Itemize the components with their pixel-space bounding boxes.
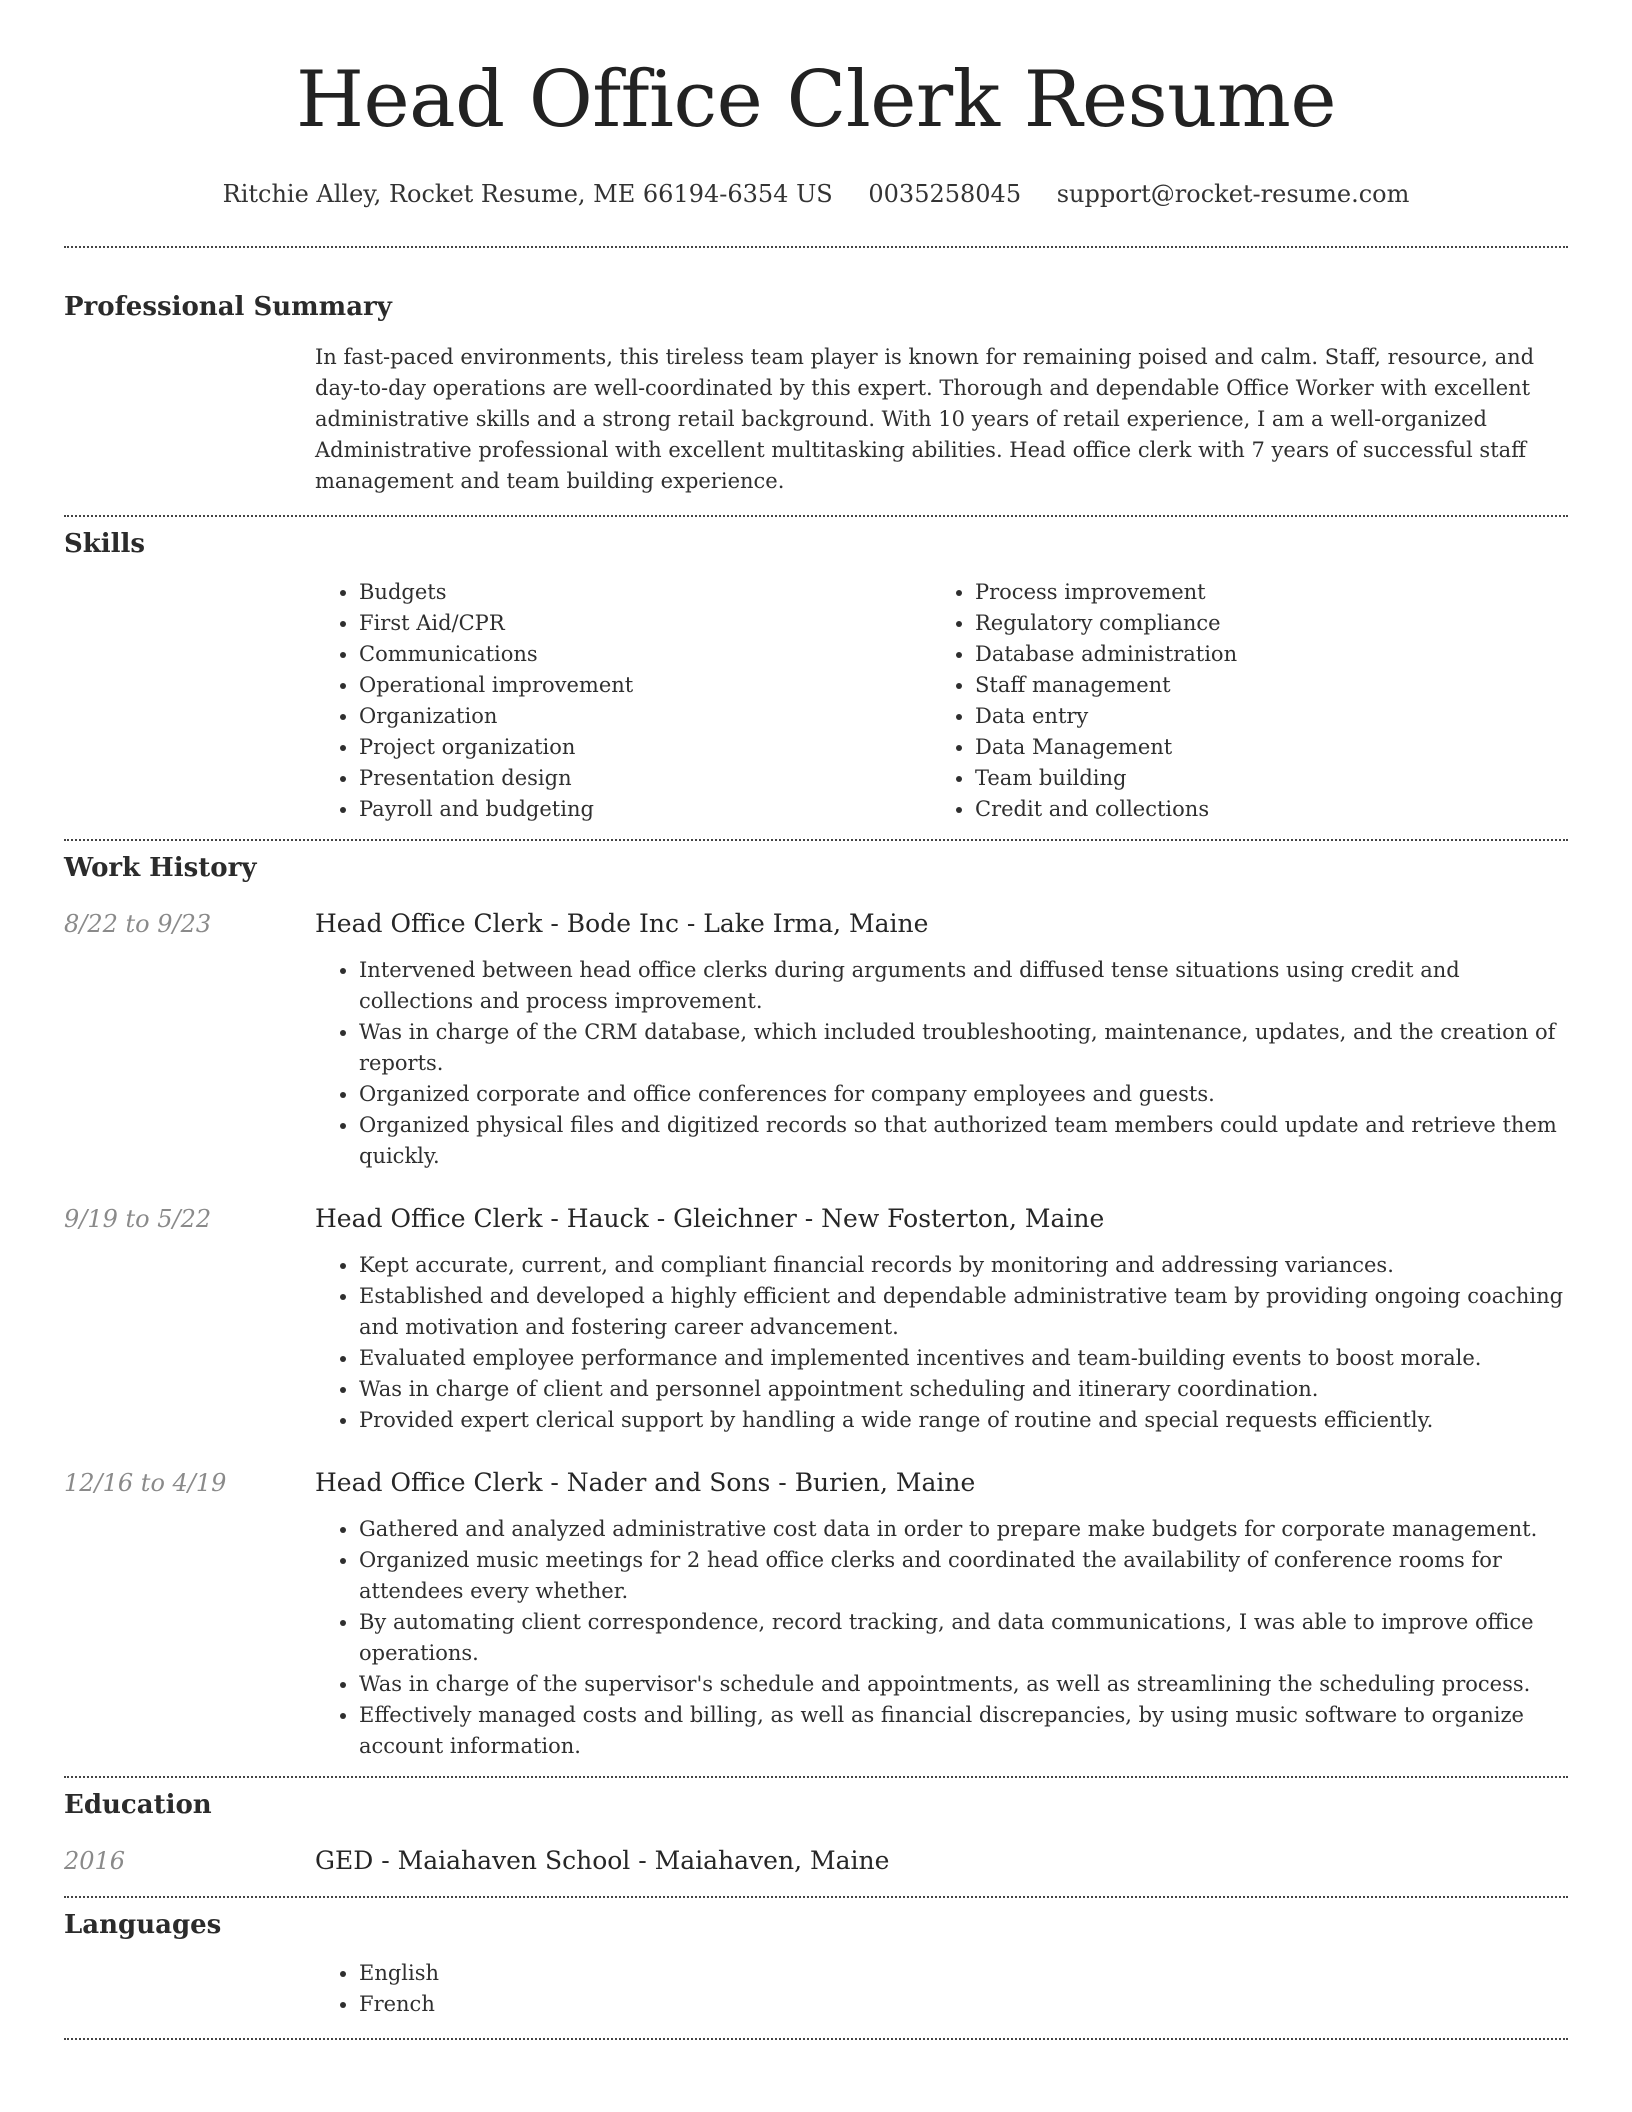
contact-line xyxy=(64,178,1568,210)
job-bullet: • Was in charge of the CRM database, which included troubleshooting, maintenance, updates, and the creation of reports. xyxy=(359,1017,1568,1079)
education-section xyxy=(64,1778,1568,1878)
job-bullets xyxy=(315,1250,1568,1436)
skills-list-right xyxy=(931,577,1568,825)
skills-section xyxy=(64,517,1568,825)
education-title: GED - Maiahaven School - Maiahaven, Maine xyxy=(315,1846,890,1875)
job-entry xyxy=(64,907,1568,1172)
skills-list-left xyxy=(315,577,931,825)
resume-title: Head Office Clerk Resume xyxy=(295,55,1337,145)
languages-section xyxy=(64,1898,1568,2020)
skill-item: • Data Management xyxy=(975,732,1568,763)
job-bullet: • Intervened between head office clerks during arguments and diffused tense situations using credit and collections and process improvement. xyxy=(359,955,1568,1017)
summary-section xyxy=(64,248,1568,497)
education-entry xyxy=(64,1844,1568,1878)
language-item: • French xyxy=(359,1989,1568,2020)
job-bullet: • Was in charge of the supervisor's schedule and appointments, as well as streamlining the scheduling process. xyxy=(359,1669,1568,1700)
job-title: Head Office Clerk - Bode Inc - Lake Irma, Maine xyxy=(315,909,929,938)
job-bullet: • Effectively managed costs and billing, as well as financial discrepancies, by using music software to organize account information. xyxy=(359,1700,1568,1762)
job-dates: 12/16 to 4/19 xyxy=(64,1469,227,1497)
languages-heading: Languages xyxy=(64,1910,222,1940)
job-bullet: • Organized music meetings for 2 head office clerks and coordinated the availability of conference rooms for attendees every whether. xyxy=(359,1545,1568,1607)
skill-item: • Budgets xyxy=(359,577,931,608)
job-bullet: • Kept accurate, current, and compliant financial records by monitoring and addressing variances. xyxy=(359,1250,1568,1281)
job-title: Head Office Clerk - Hauck - Gleichner - New Fosterton, Maine xyxy=(315,1204,1105,1233)
skill-item: • Operational improvement xyxy=(359,670,931,701)
skill-item: • First Aid/CPR xyxy=(359,608,931,639)
languages-list xyxy=(315,1958,1568,2020)
divider xyxy=(64,2038,1568,2040)
skills-heading: Skills xyxy=(64,529,146,559)
job-entry xyxy=(64,1466,1568,1762)
contact-phone: 0035258045 xyxy=(868,180,1022,208)
job-bullet: • Was in charge of client and personnel appointment scheduling and itinerary coordination. xyxy=(359,1374,1568,1405)
education-heading: Education xyxy=(64,1790,212,1820)
skill-item: • Project organization xyxy=(359,732,931,763)
skill-item: • Team building xyxy=(975,763,1568,794)
job-dates: 8/22 to 9/23 xyxy=(64,910,212,938)
summary-text: In fast-paced environments, this tireless team player is known for remaining poised and calm. Staff, resource, and day-to-day operations are well-coordinated by this expert. Thorough and dependable Office Worker with excellent administrative skills and a strong retail background. With 10 years of retail experience, I am a well-organized Administrative professional with excellent multitasking abilities. Head office clerk with 7 years of successful staff management and team building experience. xyxy=(315,345,1535,493)
skill-item: • Communications xyxy=(359,639,931,670)
summary-heading: Professional Summary xyxy=(64,292,392,322)
job-bullet: • Organized corporate and office conferences for company employees and guests. xyxy=(359,1079,1568,1110)
job-dates: 9/19 to 5/22 xyxy=(64,1205,212,1233)
skill-item: • Staff management xyxy=(975,670,1568,701)
contact-email: support@rocket-resume.com xyxy=(1056,180,1410,208)
job-bullet: • Provided expert clerical support by handling a wide range of routine and special requests efficiently. xyxy=(359,1405,1568,1436)
work-history-section xyxy=(64,841,1568,1762)
skill-item: • Database administration xyxy=(975,639,1568,670)
skill-item: • Presentation design xyxy=(359,763,931,794)
skill-item: • Organization xyxy=(359,701,931,732)
job-bullets xyxy=(315,1514,1568,1762)
skill-item: • Payroll and budgeting xyxy=(359,794,931,825)
job-title: Head Office Clerk - Nader and Sons - Burien, Maine xyxy=(315,1468,976,1497)
job-bullet: • Gathered and analyzed administrative cost data in order to prepare make budgets for corporate management. xyxy=(359,1514,1568,1545)
education-year: 2016 xyxy=(64,1847,126,1875)
job-bullet: • Established and developed a highly efficient and dependable administrative team by providing ongoing coaching and motivation and fostering career advancement. xyxy=(359,1281,1568,1343)
job-bullet: • Evaluated employee performance and implemented incentives and team-building events to boost morale. xyxy=(359,1343,1568,1374)
contact-address: Ritchie Alley, Rocket Resume, ME 66194-6354 US xyxy=(222,180,833,208)
work-history-heading: Work History xyxy=(64,853,257,883)
job-bullet: • By automating client correspondence, record tracking, and data communications, I was able to improve office operations. xyxy=(359,1607,1568,1669)
skill-item: • Credit and collections xyxy=(975,794,1568,825)
job-bullet: • Organized physical files and digitized records so that authorized team members could update and retrieve them quickly. xyxy=(359,1110,1568,1172)
skill-item: • Regulatory compliance xyxy=(975,608,1568,639)
skill-item: • Process improvement xyxy=(975,577,1568,608)
skill-item: • Data entry xyxy=(975,701,1568,732)
job-entry xyxy=(64,1202,1568,1436)
language-item: • English xyxy=(359,1958,1568,1989)
job-bullets xyxy=(315,955,1568,1172)
